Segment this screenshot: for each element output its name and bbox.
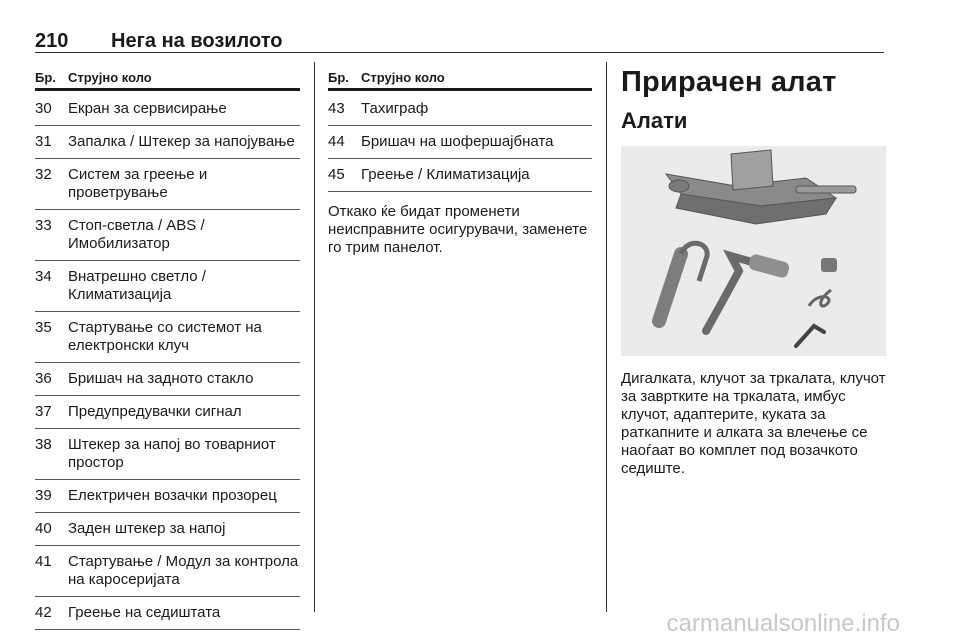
tools-caption: Дигалката, клучот за тркалата, клучот за завртките на тркалата, имбус клучот, адаптерите, куката за раткапните и алката за влечење се наоѓаат во комплет под возачкото седиште. bbox=[621, 370, 886, 477]
fuse-number: 45 bbox=[328, 166, 345, 183]
towing-eye-icon bbox=[659, 243, 707, 321]
column-divider bbox=[314, 62, 315, 612]
fuse-row bbox=[35, 261, 300, 312]
fuse-number: 33 bbox=[35, 217, 52, 234]
fuse-number: 39 bbox=[35, 487, 52, 504]
fuse-number: 34 bbox=[35, 268, 52, 285]
header-circuit: Струјно коло bbox=[68, 70, 152, 85]
fuse-circuit: Внатрешно светло / Климатизација bbox=[68, 268, 206, 303]
tools-illustration bbox=[621, 146, 886, 356]
fuse-row bbox=[35, 93, 300, 126]
socket-icon bbox=[748, 253, 791, 279]
header-circuit: Струјно коло bbox=[361, 70, 445, 85]
fuse-circuit: Бришач на шофершајбната bbox=[361, 133, 554, 150]
fuse-note: Откако ќе бидат променети неисправните осигурувачи, заменете го трим панелот. bbox=[328, 203, 588, 256]
adapter-icon bbox=[821, 258, 837, 272]
fuse-number: 44 bbox=[328, 133, 345, 150]
fuse-table-right bbox=[328, 62, 592, 257]
column-divider bbox=[606, 62, 607, 612]
fuse-row bbox=[35, 159, 300, 210]
fuse-circuit: Заден штекер за напој bbox=[68, 520, 226, 537]
fuse-row bbox=[35, 363, 300, 396]
fuse-number: 32 bbox=[35, 166, 52, 183]
table-header-rule bbox=[35, 88, 300, 91]
fuse-circuit: Екран за сервисирање bbox=[68, 100, 227, 117]
fuse-row bbox=[35, 210, 300, 261]
fuse-row bbox=[328, 126, 592, 159]
table-header-rule bbox=[328, 88, 592, 91]
fuse-row bbox=[35, 513, 300, 546]
section-subtitle: Алати bbox=[621, 108, 688, 133]
fuse-circuit: Бришач на задното стакло bbox=[68, 370, 254, 387]
jack-icon bbox=[666, 150, 856, 224]
header-number: Бр. bbox=[328, 70, 349, 85]
fuse-number: 41 bbox=[35, 553, 52, 570]
fuse-number: 43 bbox=[328, 100, 345, 117]
fuse-row bbox=[35, 126, 300, 159]
fuse-row bbox=[328, 93, 592, 126]
fuse-circuit: Стартување со системот на електронски клуч bbox=[68, 319, 262, 354]
fuse-circuit: Електричен возачки прозорец bbox=[68, 487, 277, 504]
tools-image bbox=[621, 146, 886, 356]
fuse-number: 35 bbox=[35, 319, 52, 336]
fuse-row bbox=[35, 480, 300, 513]
fuse-circuit: Греење / Климатизација bbox=[361, 166, 530, 183]
fuse-row bbox=[35, 546, 300, 597]
hex-key-icon bbox=[796, 326, 824, 346]
header-rule bbox=[35, 52, 884, 53]
header-number: Бр. bbox=[35, 70, 56, 85]
fuse-row bbox=[35, 597, 300, 630]
fuse-number: 31 bbox=[35, 133, 52, 150]
table-header bbox=[35, 62, 300, 88]
fuse-circuit: Штекер за напој во товарниот простор bbox=[68, 436, 276, 471]
fuse-circuit: Предупредувачки сигнал bbox=[68, 403, 242, 420]
fuse-number: 40 bbox=[35, 520, 52, 537]
fuse-circuit: Стартување / Модул за контрола на каросеријата bbox=[68, 553, 299, 588]
fuse-number: 30 bbox=[35, 100, 52, 117]
fuse-row bbox=[328, 159, 592, 192]
page-header bbox=[35, 30, 282, 53]
fuse-number: 38 bbox=[35, 436, 52, 453]
fuse-table-left bbox=[35, 62, 300, 630]
fuse-row bbox=[35, 396, 300, 429]
table-header bbox=[328, 62, 592, 88]
fuse-row bbox=[35, 429, 300, 480]
page-number: 210 bbox=[35, 30, 69, 52]
watermark: carmanualsonline.info bbox=[666, 610, 900, 637]
fuse-circuit: Запалка / Штекер за напојување bbox=[68, 133, 295, 150]
fuse-number: 37 bbox=[35, 403, 52, 420]
fuse-number: 42 bbox=[35, 604, 52, 621]
fuse-circuit: Тахиграф bbox=[361, 100, 429, 117]
fuse-number: 36 bbox=[35, 370, 52, 387]
fuse-circuit: Греење на седиштата bbox=[68, 604, 221, 621]
section-title: Прирачен алат bbox=[621, 66, 837, 98]
tools-section bbox=[621, 62, 886, 478]
fuse-circuit: Систем за греење и проветрување bbox=[68, 166, 208, 201]
fuse-circuit: Стоп-светла / ABS / Имобилизатор bbox=[68, 217, 205, 252]
hook-icon bbox=[809, 290, 831, 306]
chapter-title: Нега на возилото bbox=[111, 30, 283, 52]
fuse-row bbox=[35, 312, 300, 363]
